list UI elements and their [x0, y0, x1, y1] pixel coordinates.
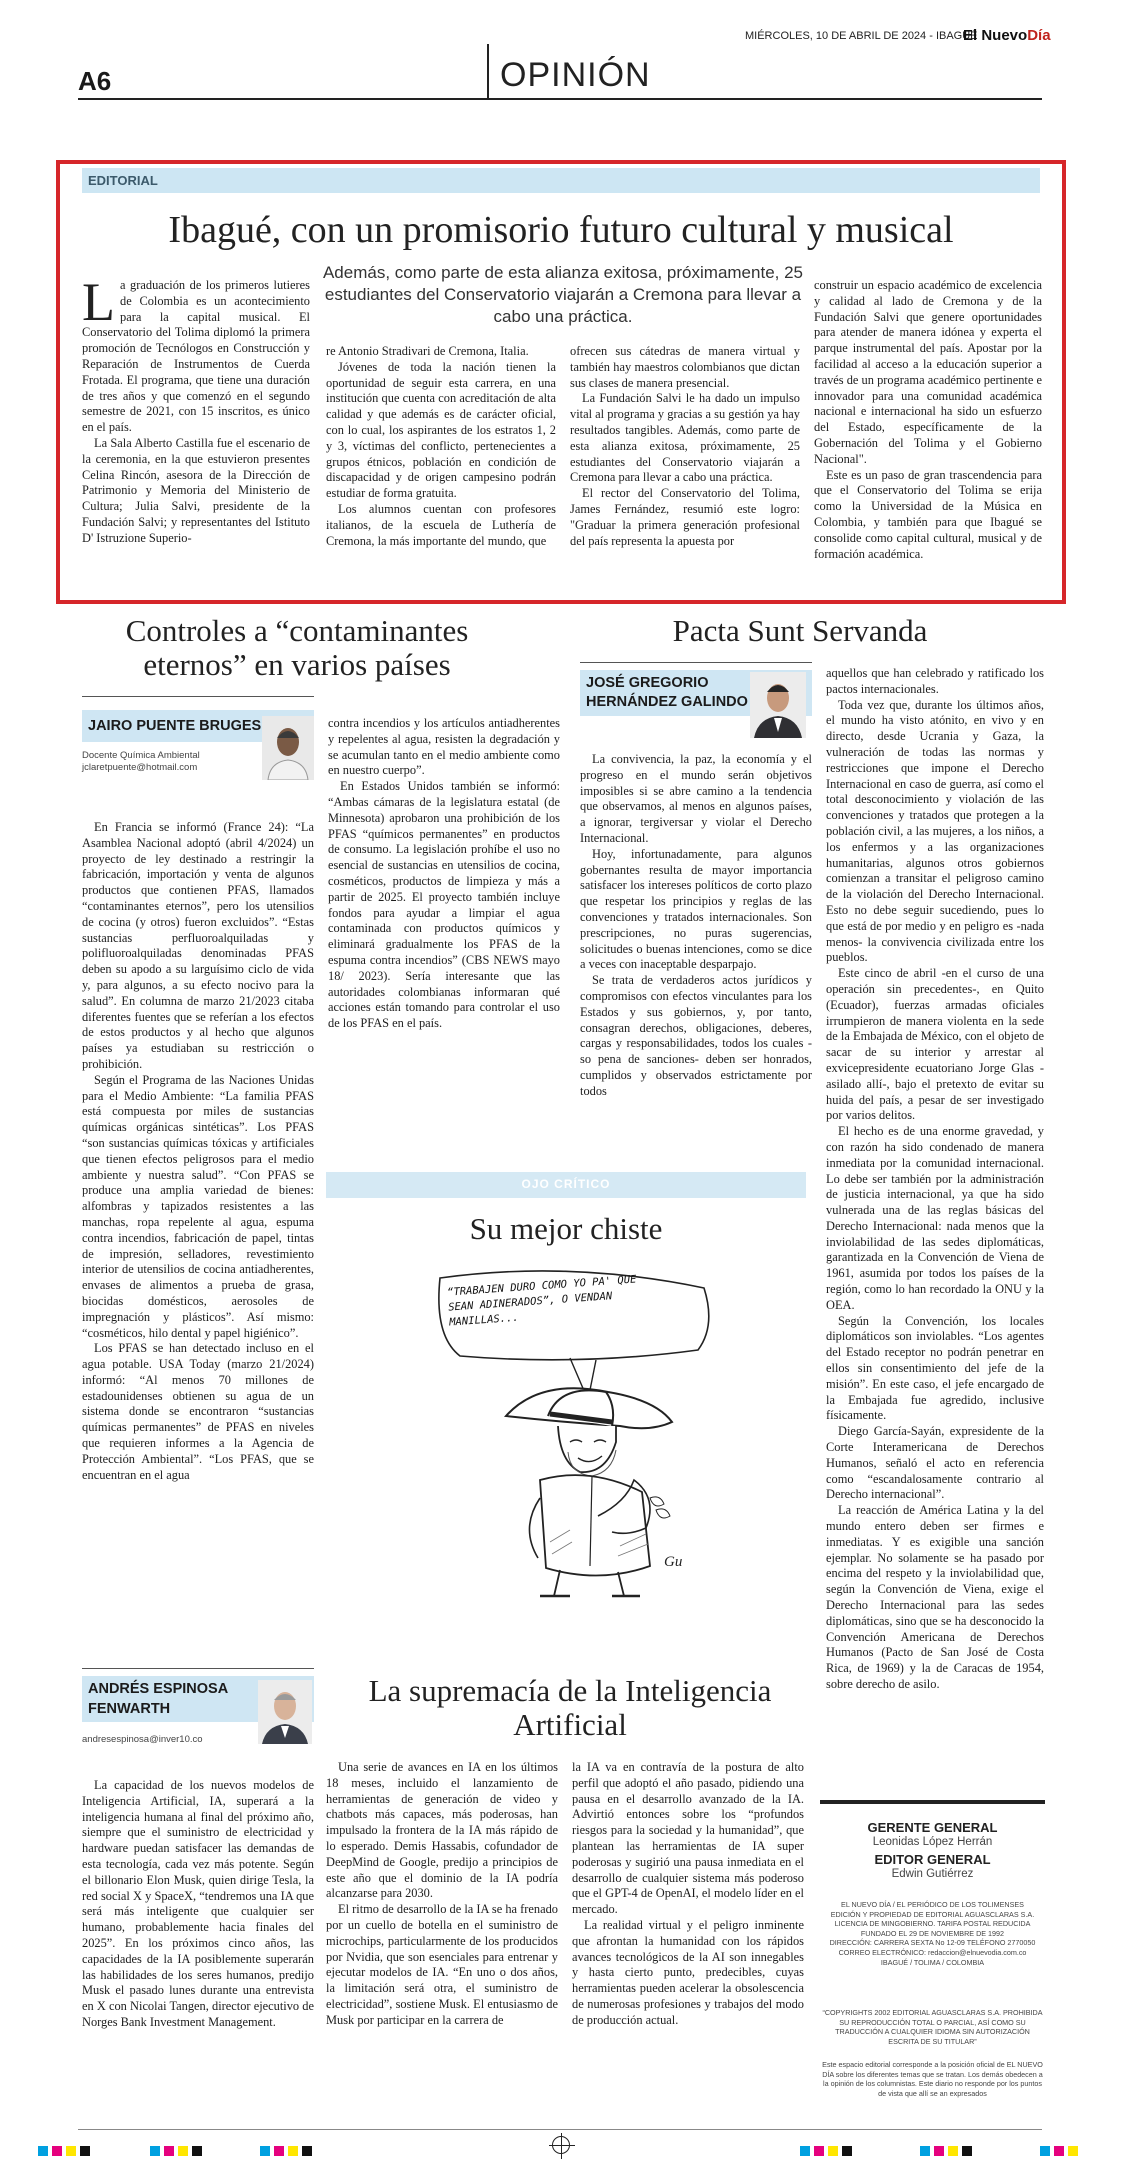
color-bar-yellow — [828, 2146, 838, 2156]
header-rule — [78, 98, 1042, 100]
page-number: A6 — [78, 66, 112, 96]
section-rule — [82, 696, 314, 697]
color-bar-cyan — [800, 2146, 810, 2156]
color-bar-yellow — [178, 2146, 188, 2156]
paragraph: La reacción de América Latina y la del mundo entero deben ser firmes e inmediatas. Y es exigible una sanción ejemplar. No solamente se ha pasado por encima del respeto y la inviolabilidad que, según la Convención de Viena, exige el Derecho Internacional para las sedes diplomáticas, sino que se ha desconocido la Convención Americana de Derechos Humanos (Pacto de San José de Costa Rica, de 1969) y la de Caracas de 1954, sobre derecho de asilo. — [826, 1503, 1044, 1691]
paragraph: En Francia se informó (France 24): “La Asamblea Nacional adoptó (abril 4/2024) un proyecto de ley destinado a restringir la fabricación, importación y venta de algunos productos que contienen PFAS, llamados “contaminantes eternos”, pero los utensilios de cocina (y otros) fueron excluidos”. “Estas sustancias perfluoroalquiladas y polifluoroalquiladas denominadas PFAS deben su apodo a su larguísimo ciclo de vida y, para algunos, a su efecto nocivo para la salud”. En columna de marzo 21/2023 citaba diferentes fuentes que se referían a los efectos de estos productos y al hecho que algunos países ya estudiaban su restricción o prohibición. — [82, 820, 314, 1071]
paragraph: Toda vez que, durante los últimos años, el mundo ha visto atónito, en vivo y en directo, desde Ucrania y Gaza, la vulneración de todas las normas y restricciones que impone el Derecho Internacional en caso de guerra, así como el total desconocimiento y violación de las convenciones y tratados que protegen a la población civil, a las mujeres, a los niños, a los enfermos y a las organizaciones humanitarias, algunos otros gobiernos comienzan a transitar el peligroso camino de la violación del Derecho Internacional. Esto no debe seguir sucediendo, pues lo que está de por medio y en peligro es -nada menos- la convivencia civilizada entre los pueblos. — [826, 697, 1044, 965]
staff-info-line: LICENCIA DE MINGOBIERNO. TARIFA POSTAL REDUCIDA — [834, 1919, 1031, 1929]
staff-info-line: IBAGUÉ / TOLIMA / COLOMBIA — [880, 1957, 985, 1967]
staff-info-line: EL NUEVO DÍA / EL PERIÓDICO DE LOS TOLIMENSES — [841, 1900, 1024, 1909]
header-divider — [487, 44, 489, 98]
color-bar-cyan — [38, 2146, 48, 2156]
ojo-critico-label: OJO CRÍTICO — [521, 1177, 611, 1191]
paragraph: Hoy, infortunadamente, para algunos gobernantes resulta de mayor importancia satisfacer los intereses políticos de corto plazo que respetar los principios y reglas de las convenciones y tratados internacionales. Son prescripciones, no puras sugerencias, solicitudes o buenas intenciones, como se dice a veces con inaceptable desparpajo. — [580, 846, 812, 972]
staff-info-line: EDICIÓN Y PROPIEDAD DE EDITORIAL AGUASCLARAS S.A. — [830, 1909, 1035, 1919]
paragraph: En Estados Unidos también se informó: “Ambas cámaras de la legislatura estatal (de Minnesota) aprobaron una prohibición de los PFAS “químicos permanentes” en productos de consumo. La legislación prohíbe el uso no esencial de sustancias en utensilios de cocina, cosméticos, productos de limpieza y más a partir de 2025. El proyecto también incluye fondos para ayudar a limpiar el agua contaminada con productos químicos y eliminará gradualmente los PFAS de la espuma contra incendios” (CBS NEWS mayo 18/ 2023). Sería interesante que las autoridades colombianas informaran qué acciones están tomando para controlar el uso de los PFAS en el país. — [328, 779, 560, 1031]
section-rule — [82, 1668, 314, 1669]
color-bar-black — [192, 2146, 202, 2156]
color-bar-magenta — [52, 2146, 62, 2156]
color-bar-black — [80, 2146, 90, 2156]
editorial-label-bar — [82, 168, 1040, 193]
paragraph: El hecho es de una enorme gravedad, y con razón ha sido condenado de manera inmediata por la comunidad internacional. Lo debe ser también por la administración de justicia internacional, ya que ha sido vulnerada una de las reglas básicas del Derecho Internacional: nada menos que la inviolabilidad de las sedes diplomáticas, garantizada en la Convención de Viena de 1961, asumida por todos los países de la región, como lo han recordado la ONU y la OEA. — [826, 1124, 1044, 1312]
color-bar-cyan — [920, 2146, 930, 2156]
color-bar-cyan — [1040, 2146, 1050, 2156]
paragraph: re Antonio Stradivari de Cremona, Italia. — [326, 344, 529, 358]
paragraph: Este es un paso de gran trascendencia para que el Conservatorio del Tolima se erija como la Universidad de la Música en Colombia, y también para que Ibagué se consolide como capital cultural, musical y de formación académica. — [814, 467, 1042, 561]
staff-info-line: FUNDADO EL 29 DE NOVIEMBRE DE 1992 — [860, 1928, 1005, 1938]
color-bar-cyan — [150, 2146, 160, 2156]
section-rule — [580, 662, 812, 663]
editorial-title: Ibagué, con un promisorio futuro cultural y musical — [168, 209, 954, 251]
color-bar-black — [842, 2146, 852, 2156]
color-bar-magenta — [1054, 2146, 1064, 2156]
cartoonist-signature: Gu — [664, 1554, 683, 1570]
color-bar-yellow — [948, 2146, 958, 2156]
paragraph: La capacidad de los nuevos modelos de Inteligencia Artificial, IA, superará a la inteligencia humana al final del próximo año, siempre que el suministro de electricidad y hardware puedan satisfacer las demandas de esta tecnología, cada vez más potente. Según el billonario Elon Musk, quien dirige Tesla, la red social X y SpaceX, “tendremos una IA que será más inteligente que cualquier ser humano, probablemente hacia finales del 2025”. En los próximos cinco años, las capacidades de la IA posiblemente superarán las habilidades de los seres humanos, predijo Musk el pasado lunes durante una entrevista en X con Nicolai Tangen, director ejecutivo de Norges Bank Investment Management. — [82, 1778, 314, 2029]
color-bar-black — [302, 2146, 312, 2156]
brand-main: El Nuevo — [963, 27, 1028, 44]
newspaper-logo — [963, 27, 1051, 44]
color-bar-black — [962, 2146, 972, 2156]
author-name: JAIRO PUENTE BRUGES — [88, 718, 262, 734]
ia-column-2 — [326, 1760, 558, 2120]
color-bar-yellow — [1068, 2146, 1078, 2156]
paragraph: la IA va en contravía de la postura de alto perfil que adoptó el año pasado, pidiendo una pausa en el desarrollo avanzado de la IA. Advirtió entonces sobre los “profundos riesgos para la sociedad y la humanidad”, que plantean las herramientas de IA super poderosas y sugirió una pausa inmediata en el desarrollo de cualquier sistema más poderoso que el GPT-4 de OpenAI, el modelo líder en el mercado. — [572, 1760, 804, 1917]
bottom-rule — [78, 2129, 1042, 2130]
paragraph: Los alumnos cuentan con profesores italianos, de la escuela de Luthería de Cremona, la más importante del mundo, que — [326, 501, 556, 548]
paragraph: Una serie de avances en IA en los últimos 18 meses, incluido el lanzamiento de herramientas de generación de video y chatbots más capaces, más poderosas, han impulsado la frontera de la IA más rápido de lo esperado. Demis Hassabis, cofundador de DeepMind de Google, predijo a principios de este año que el dominio de la IA podría alcanzarse para 2030. — [326, 1760, 558, 1901]
editorial-pull-quote: Además, como parte de esta alianza exitosa, próximamente, 25 estudiantes del Conservatorio viajarán a Cremona para llevar a cabo una práctica. — [322, 263, 804, 326]
paragraph: Según el Programa de las Naciones Unidas para el Medio Ambiente: “La familia PFAS está compuesta por miles de sustancias químicas orgánicas sintéticas”. Los PFAS “son sustancias químicas tóxicas y artificiales que tienen efectos peligrosos para el medio ambiente y nuestra salud”. “Con PFAS se produce una amplia variedad de bienes: alfombras y tapizados resistentes a las manchas, ropa repelente al agua, espuma contra incendios, fabricación de papel, tintas de impresión, selladores, revestimiento interior de utensilios de cocina antiadherentes, envases de alimentos a prueba de grasa, biocidas domésticos, aerosoles de impregnación y plásticos”. Así mismo: “cosméticos, hilo dental y papel higiénico”. — [82, 1072, 314, 1340]
paragraph: Este cinco de abril -en el curso de una operación sin precedentes-, en Quito (Ecuador), fuerzas armadas oficiales irrumpieron de manera violenta en la sede de la Embajada de México, con el objeto de sacar de su interior y arrestar al exvicepresidente ecuatoriano Jorge Glas -asilado allí-, bajo el pretexto de evitar su huida del país, a pesar de ser investigado por varios delitos. — [826, 966, 1044, 1123]
author-portrait-icon — [750, 672, 806, 738]
cartoon-title: Su mejor chiste — [469, 1211, 663, 1246]
pacta-column-2 — [826, 666, 1044, 1790]
paragraph: a graduación de los primeros lutieres de Colombia es un acontecimiento para la capital musical. El Conservatorio del Tolima diplomó la primera promoción de Tecnólogos en Construcción y Reparación de Instrumentos de Cuerda Frotada. El programa, que tiene una duración de tres años y que comenzó en el segundo semestre de 2021, con 15 inscritos, es único en el país. — [82, 278, 310, 435]
paragraph: construir un espacio académico de excelencia y calidad al lado de Cremona y de la Fundación Salvi que genere oportunidades para atender de manera idónea y experta el parque instrumental del país. Apostar por la facilidad al acceso a la educación superior a través de un programa académico pertinente e innovador para una comunidad académica nacional e internacional ha sido un esfuerzo del Estado, específicamente de la Gobernación del Tolima y el Gobierno Nacional". — [814, 278, 1042, 466]
ia-column-3 — [572, 1760, 804, 2120]
staff-disclaimer: Este espacio editorial corresponde a la posición oficial de EL NUEVO DÍA sobre los diferentes temas que se tratan. Los demás obedecen a la opinión de los columnistas. Este diario no responde por los puntos de vista que allí se an expresados — [822, 2060, 1043, 2098]
contaminantes-title: Controles a “contaminantes eternos” en varios países — [125, 613, 469, 682]
paragraph: El rector del Conservatorio del Tolima, James Fernández, resumió este logro: "Graduar la primera generación profesional del país representa la apuesta por — [570, 486, 800, 548]
pacta-column-1 — [580, 752, 812, 1150]
editorial-column-2 — [326, 344, 556, 594]
editorial-column-3 — [570, 344, 800, 594]
staff-editor-name: Edwin Gutiérrez — [891, 1868, 974, 1880]
ia-column-1 — [82, 1778, 314, 2118]
cartoon-caption: “TRABAJEN DURO COMO YO PA' QUE SEAN ADINERADOS”, O VENDAN MANILLAS... — [446, 1273, 637, 1329]
paragraph: ofrecen sus cátedras de manera virtual y también hay maestros colombianos que dictan sus clases de manera presencial. — [570, 344, 800, 390]
author-photo — [258, 1680, 312, 1744]
paragraph: La realidad virtual y el peligro inminente que afrontan la humanidad con los rápidos avances tecnológicos de la AI son innegables y hasta cierto punto, predecibles, cuyas herramientas pueden acelerar la obsolescencia de numerosas profesiones y trabajos del modo de producción actual. — [572, 1917, 804, 2027]
author-name-line-2: HERNÁNDEZ GALINDO — [586, 694, 748, 710]
editorial-label: EDITORIAL — [88, 173, 158, 188]
section-title: OPINIÓN — [500, 56, 651, 94]
author-name-line-1: JOSÉ GREGORIO — [586, 675, 709, 691]
staff-editor-heading: EDITOR GENERAL — [874, 1852, 991, 1867]
editorial-column-4 — [814, 278, 1042, 594]
color-bar-yellow — [66, 2146, 76, 2156]
staff-copyright: “COPYRIGHTS 2002 EDITORIAL AGUASCLARAS S.A. PROHIBIDA SU REPRODUCCIÓN TOTAL O PARCIAL, ASÍ COMO SU TRADUCCIÓN A CUALQUIER IDIOMA SIN AUTORIZACIÓN ESCRITA DE SU TITULAR” — [822, 2008, 1043, 2046]
author-photo — [262, 716, 314, 780]
color-bar-magenta — [814, 2146, 824, 2156]
paragraph: Diego García-Sayán, expresidente de la Corte Interamericana de Derechos Humanos, señaló el acto en referencia como “escandalosamente contrario al Derecho internacional”. — [826, 1424, 1044, 1502]
paragraph: La Sala Alberto Castilla fue el escenario de la ceremonia, en la que estuvieron presentes Celina Rincón, asesora de la Dirección de Patrimonio y Memoria del Ministerio de Cultura; Julia Salvi, presidente de la Fundación Salvi; y representantes del Istituto D' Istruzione Superio- — [82, 435, 310, 545]
paragraph: aquellos que han celebrado y ratificado los pactos internacionales. — [826, 666, 1044, 696]
color-bar-magenta — [274, 2146, 284, 2156]
paragraph: Los PFAS se han detectado incluso en el agua potable. USA Today (marzo 21/2024) informó: “Al menos 70 millones de estadounidenses obtienen su agua de un sistema donde se encontraron “sustancias químicas permanentes” de PFAS en niveles que requieren informes a la Agencia de Protección Ambiental”. “Los PFAS, que se encuentran en el agua — [82, 1341, 314, 1482]
color-bar-magenta — [164, 2146, 174, 2156]
staff-info-block — [820, 1900, 1045, 1967]
paragraph: Se trata de verdaderos actos jurídicos y compromisos con efectos vinculantes para los Estados y sus gobiernos, y, por tanto, consagran derechos, obligaciones, deberes, cargas y responsabilidades, todos los cuales -so pena de sanciones- deben ser honrados, cumplidos y observados estrictamente por todos — [580, 973, 812, 1098]
author-email[interactable]: jclaretpuente@hotmail.com — [82, 762, 198, 773]
paragraph: contra incendios y los artículos antiadherentes y repelentes al agua, resisten la degradación y se acumulan tanto en el medio ambiente como en nuestro cuerpo”. — [328, 716, 560, 778]
paragraph: Jóvenes de toda la nación tienen la oportunidad de seguir esta carrera, en una institución que cuenta con acreditación de alta calidad y que además es de carácter oficial, con lo cual, los aspirantes de los estratos 1, 2 y 3, víctimas del conflicto, pertenecientes a grupos étnicos, población en condición de discapacidad y de origen campesino podrán estudiar de forma gratuita. — [326, 359, 556, 501]
staff-info-line: CORREO ELECTRÓNICO: redaccion@elnuevodia.com.co — [838, 1947, 1027, 1957]
paragraph: El ritmo de desarrollo de la IA se ha frenado por un cuello de botella en el suministro de microchips, particularmente de los producidos por Nvidia, que son esenciales para entrenar y ejecutar modelos de IA. “En uno o dos años, la limitación será otra, el suministro de electricidad”, sostiene Musk. El entusiasmo de Musk por participar en la carrera de — [326, 1902, 558, 2027]
author-name-line-1: ANDRÉS ESPINOSA — [88, 1681, 229, 1697]
author-photo — [750, 672, 806, 738]
staff-gerente-name: Leonidas López Herrán — [872, 1836, 993, 1848]
color-bar-cyan — [260, 2146, 270, 2156]
author-role: Docente Química Ambiental — [82, 750, 200, 761]
header-date: MIÉRCOLES, 10 DE ABRIL DE 2024 - IBAGUÉ — [745, 30, 978, 42]
staff-gerente-heading: GERENTE GENERAL — [867, 1820, 998, 1835]
brand-accent: Día — [1027, 27, 1051, 44]
pacta-title: Pacta Sunt Servanda — [672, 613, 928, 648]
registration-mark-icon — [552, 2136, 570, 2154]
paragraph: La convivencia, la paz, la economía y el progreso en el mundo serán objetivos imposibles si se abre camino a la tendencia que observamos, al menos en algunos países, a ignorar, tergiversar y violar el Derecho Internacional. — [580, 752, 812, 845]
contaminantes-column-1 — [82, 820, 314, 1670]
staff-box-rule — [820, 1800, 1045, 1804]
color-bar-yellow — [288, 2146, 298, 2156]
editorial-column-1 — [82, 278, 310, 593]
author-portrait-icon — [258, 1680, 312, 1744]
ia-title: La supremacía de la Inteligencia Artificial — [368, 1673, 772, 1742]
staff-info-line: DIRECCIÓN: CARRERA SEXTA No 12-09 TELÉFONO 2770050 — [829, 1938, 1036, 1948]
paragraph: Según la Convención, los locales diplomáticos son inviolables. “Los agentes del Estado receptor no podrán penetrar en ellos sin consentimiento del jefe de la misión”. En este caso, el jefe encargado de la Embajada fue agredido, inclusive físicamente. — [826, 1313, 1044, 1423]
author-email[interactable]: andresespinosa@inver10.co — [82, 1734, 203, 1745]
contaminantes-column-2 — [328, 716, 560, 1152]
paragraph: La Fundación Salvi le ha dado un impulso vital al programa y gracias a su gestión ya hay resultados tangibles. Además, como parte de esta alianza exitosa, próximamente, 25 estudiantes del Conservatorio viajarán a Cremona para llevar a cabo una práctica. — [570, 391, 800, 485]
author-name-line-2: FENWARTH — [88, 1701, 171, 1717]
author-portrait-icon — [262, 716, 314, 780]
color-bar-magenta — [934, 2146, 944, 2156]
editorial-dropcap: L — [82, 278, 115, 332]
